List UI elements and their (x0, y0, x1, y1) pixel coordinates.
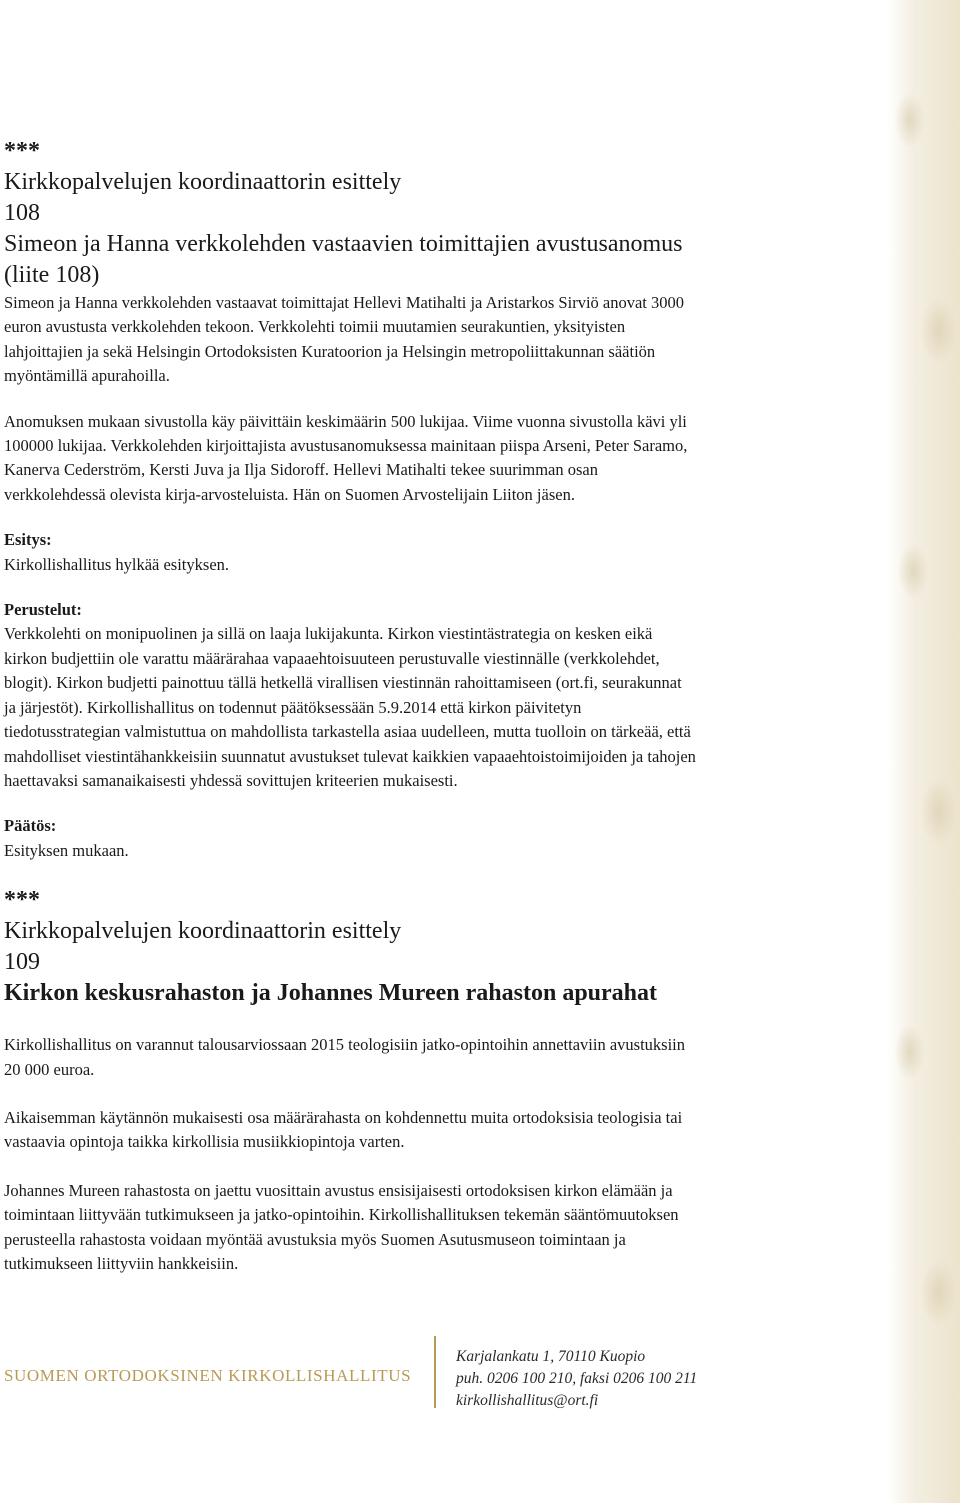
section-109 (4, 884, 864, 1276)
paragraph (4, 291, 864, 389)
text-line: toimintaan liittyvään tutkimukseen ja jatko-opintoihin. Kirkollishallituksen tekemän sääntömuutoksen (4, 1205, 679, 1225)
text-line: Simeon ja Hanna verkkolehden vastaavat toimittajat Hellevi Matihalti ja Aristarkos Sirviö anovat 3000 (4, 293, 685, 312)
address: Karjalankatu 1, 70110 Kuopio (456, 1348, 646, 1365)
paatos-label: Päätös: (4, 816, 57, 836)
text-line: ja järjestöt). Kirkollishallitus on todennut päätöksessään 5.9.2014 että kirkon päivitetyn (4, 697, 582, 717)
text-line: Johannes Mureen rahastosta on jaettu vuosittain avustus ensisijaisesti ortodoksisen kirkon elämään ja (4, 1180, 673, 1200)
esitys-text: Kirkollishallitus hylkää esityksen. (4, 554, 230, 574)
text-line: Kirkollishallitus on varannut talousarviossaan 2015 teologisiin jatko-opintoihin annettaviin avustuksiin (4, 1035, 685, 1055)
paragraph (4, 622, 864, 793)
section-separator: *** (4, 138, 40, 164)
text-line: Aikaisemman käytännön mukaisesti osa määrärahasta on kohdennettu muita ortodoksisia teologisia tai (4, 1107, 683, 1127)
paragraph (4, 1179, 864, 1277)
paragraph (4, 410, 864, 508)
text-line: lahjoittajien ja sekä Helsingin Ortodoksisten Kuratoorion ja Helsingin metropoliittakunnan säätiön (4, 341, 656, 361)
section-heading: Kirkkopalvelujen koordinaattorin esittely (4, 169, 402, 195)
text-line: tutkimukseen liittyviin hankkeisiin. (4, 1253, 239, 1273)
text-line: tiedotusstrategian valmistuttua on mahdollista tarkastella asiaa uudelleen, mutta tuolloin on tärkeää, että (4, 722, 691, 742)
organization-name: SUOMEN ORTODOKSINEN KIRKOLLISHALLITUS (4, 1366, 412, 1385)
page-footer (4, 1336, 864, 1410)
contact-info (456, 1346, 697, 1412)
section-separator: *** (4, 887, 40, 914)
text-line: verkkolehdessä olevista kirja-arvosteluista. Hän on Suomen Arvostelijain Liiton jäsen. (4, 484, 575, 504)
text-line: myöntämillä apurahoilla. (4, 366, 170, 386)
email: kirkollishallitus@ort.fi (456, 1392, 599, 1409)
item-number: 109 (4, 949, 40, 976)
item-title-attachment: (liite 108) (4, 262, 100, 288)
section-heading: Kirkkopalvelujen koordinaattorin esittely (4, 918, 402, 945)
text-line: vastaavia opintoja taikka kirkollisia musiikkiopintoja varten. (4, 1132, 405, 1152)
text-line: perusteella rahastosta voidaan myöntää avustuksia myös Suomen Asutusmuseon toimintaan ja (4, 1229, 626, 1249)
text-line: kirkon budjettiin ole varattu määrärahaa vapaaehtoisuuteen perustuvalle viestinnälle (verkkolehdet, (4, 648, 660, 668)
item-title: Kirkon keskusrahaston ja Johannes Mureen rahaston apurahat (4, 980, 658, 1007)
text-line: 100000 lukijaa. Verkkolehden kirjoittajista avustusanomuksessa mainitaan piispa Arseni, Peter Saramo, (4, 436, 688, 456)
document-body (4, 135, 864, 1276)
footer-divider (434, 1336, 436, 1408)
text-line: Verkkolehti on monipuolinen ja sillä on laaja lukijakunta. Kirkon viestintästrategia on kesken eikä (4, 624, 653, 644)
paragraph (4, 1033, 864, 1082)
item-title: Simeon ja Hanna verkkolehden vastaavien toimittajien avustusanomus (4, 231, 683, 257)
text-line: blogit). Kirkon budjetti painottuu tällä hetkellä virallisen viestinnän rahoittamiseen (ort.fi, seurakunnat (4, 673, 682, 693)
text-line: haettavaksi samanaikaisesti yhdessä sovittujen kriteerien mukaisesti. (4, 770, 458, 790)
text-line: Anomuksen mukaan sivustolla käy päivittäin keskimäärin 500 lukijaa. Viime vuonna sivustolla kävi yli (4, 411, 687, 431)
text-line: mahdolliset viestintähankkeisiin suunnatut avustukset tulevat kaikkien vapaaehtoistoimijoiden ja tahojen (4, 746, 696, 766)
text-line: euron avustusta verkkolehden tekoon. Verkkolehti toimii muutamien seurakuntien, yksityisten (4, 317, 626, 337)
ornament-border (888, 0, 960, 1503)
perustelut-label: Perustelut: (4, 600, 82, 620)
paatos-text: Esityksen mukaan. (4, 840, 129, 860)
text-line: Kanerva Cederström, Kersti Juva ja Ilja Sidoroff. Hellevi Matihalti tekee suurimman osan (4, 460, 598, 480)
item-number: 108 (4, 200, 40, 226)
text-line: 20 000 euroa. (4, 1059, 95, 1079)
section-108 (4, 135, 864, 863)
phone: puh. 0206 100 210, faksi 0206 100 211 (456, 1370, 698, 1387)
paragraph (4, 1106, 864, 1155)
esitys-label: Esitys: (4, 530, 52, 550)
